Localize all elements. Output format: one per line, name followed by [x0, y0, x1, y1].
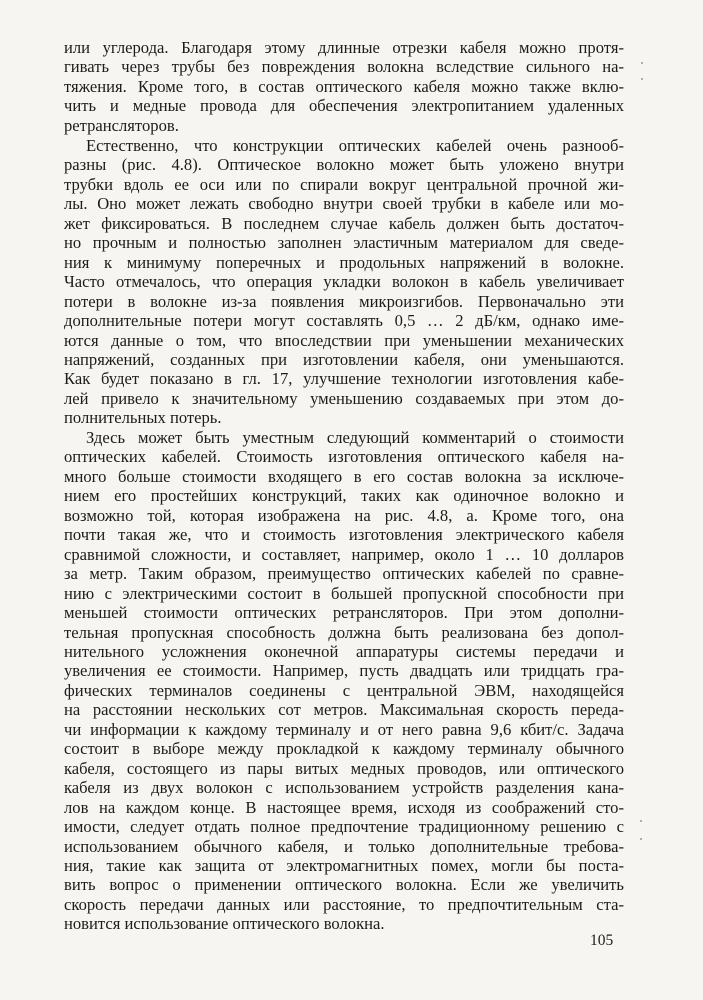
text-line: лов на каждом конце. В настоящее время, исходя из соображений сто-	[64, 797, 624, 817]
text-line: ния, такие как защита от электромагнитных помех, могли бы поста-	[64, 855, 624, 875]
page-number: 105	[590, 932, 614, 949]
paragraph-1	[64, 38, 624, 135]
text-line: полнительных потерь.	[64, 408, 222, 428]
text-line: имости, следует отдать полное предпочтение традиционному решению с	[64, 817, 624, 837]
text-line: ния к минимуму поперечных и продольных напряжений в волокне.	[64, 252, 624, 272]
text-line: использованием обычного кабеля, и только дополнительные требова-	[64, 836, 624, 856]
text-line: новится использование оптического волокна.	[64, 914, 385, 934]
text-line: дополнительные потери могут составлять 0,5 … 2 дБ/км, однако име-	[64, 311, 624, 331]
text-line: нительного усложнения оконечной аппаратуры системы передачи и	[64, 641, 624, 661]
text-line: Естественно, что конструкции оптических кабелей очень разнооб-	[86, 136, 624, 155]
text-line: оптических кабелей. Стоимость изготовления оптического кабеля на-	[64, 447, 624, 467]
text-line: фических терминалов соединены с центральной ЭВМ, находящейся	[64, 680, 624, 700]
scan-speck	[640, 820, 642, 822]
text-line: тельная пропускная способность должна быть реализована без допол-	[64, 622, 624, 642]
text-line: состоит в выборе между прокладкой к каждому терминалу обычного	[64, 739, 624, 759]
text-line: гивать через трубы без повреждения волокна вследствие сильного на-	[64, 57, 624, 77]
text-line: чи информации к каждому терминалу и от него равна 9,6 кбит/с. Задача	[64, 719, 624, 739]
text-line: почти такая же, что и стоимость изготовления электрического кабеля	[64, 525, 624, 545]
text-line: но прочным и полностью заполнен эластичным материалом для сведе-	[64, 233, 624, 253]
text-line: жет фиксироваться. В последнем случае кабель должен быть достаточ-	[64, 213, 624, 233]
text-line: напряжений, созданных при изготовлении кабеля, они уменьшаются.	[64, 349, 624, 369]
text-line: увеличения ее стоимости. Например, пусть двадцать или тридцать гра-	[64, 661, 624, 681]
text-line: скорость передачи данных или расстояние, то предпочтительным ста-	[64, 894, 624, 914]
text-line: за метр. Таким образом, преимущество оптических кабелей по сравне-	[64, 564, 624, 584]
text-line: лей привело к значительному уменьшению создаваемых при этом до-	[64, 388, 624, 408]
paragraph-3	[64, 428, 624, 934]
text-line: возможно той, которая изображена на рис. 4.8, а. Кроме того, она	[64, 505, 624, 525]
text-line: много больше стоимости входящего в его состав волокна за исключе-	[64, 466, 624, 486]
paragraph-2	[64, 136, 624, 428]
text-line: или углерода. Благодаря этому длинные отрезки кабеля можно протя-	[64, 38, 624, 57]
text-line: меньшей стоимости оптических ретрансляторов. При этом дополни-	[64, 603, 624, 623]
text-line: вить вопрос о применении оптического волокна. Если же увеличить	[64, 875, 624, 895]
scan-speck	[640, 838, 642, 840]
scan-speck	[641, 78, 643, 80]
text-line: разны (рис. 4.8). Оптическое волокно может быть уложено внутри	[64, 155, 624, 175]
text-line: нию с электрическими состоит в большей пропускной способности при	[64, 583, 624, 603]
scan-speck	[641, 62, 643, 64]
text-line: ретрансляторов.	[64, 115, 179, 135]
text-line: Часто отмечалось, что операция укладки волокон в кабель увеличивает	[64, 272, 624, 292]
text-line: чить и медные провода для обеспечения электропитанием удаленных	[64, 96, 624, 116]
text-line: сравнимой сложности, и составляет, например, около 1 … 10 долларов	[64, 544, 624, 564]
text-line: Как будет показано в гл. 17, улучшение технологии изготовления кабе-	[64, 369, 624, 389]
text-line: кабеля из двух волокон с использованием устройств разделения кана-	[64, 778, 624, 798]
text-line: лы. Оно может лежать свободно внутри своей трубки в кабеле или мо-	[64, 194, 624, 214]
text-line: кабеля, состоящего из пары витых медных проводов, или оптического	[64, 758, 624, 778]
text-line: нием его простейших конструкций, таких как одиночное волокно и	[64, 486, 624, 506]
text-line: ются данные о том, что впоследствии при уменьшении механических	[64, 330, 624, 350]
text-line: тяжения. Кроме того, в состав оптического кабеля можно также вклю-	[64, 76, 624, 96]
text-line: Здесь может быть уместным следующий комментарий о стоимости	[86, 428, 624, 447]
text-line: трубки вдоль ее оси или по спирали вокруг центральной прочной жи-	[64, 174, 624, 194]
text-line: потери в волокне из-за появления микроизгибов. Первоначально эти	[64, 291, 624, 311]
text-line: на расстоянии нескольких сот метров. Максимальная скорость переда-	[64, 700, 624, 720]
